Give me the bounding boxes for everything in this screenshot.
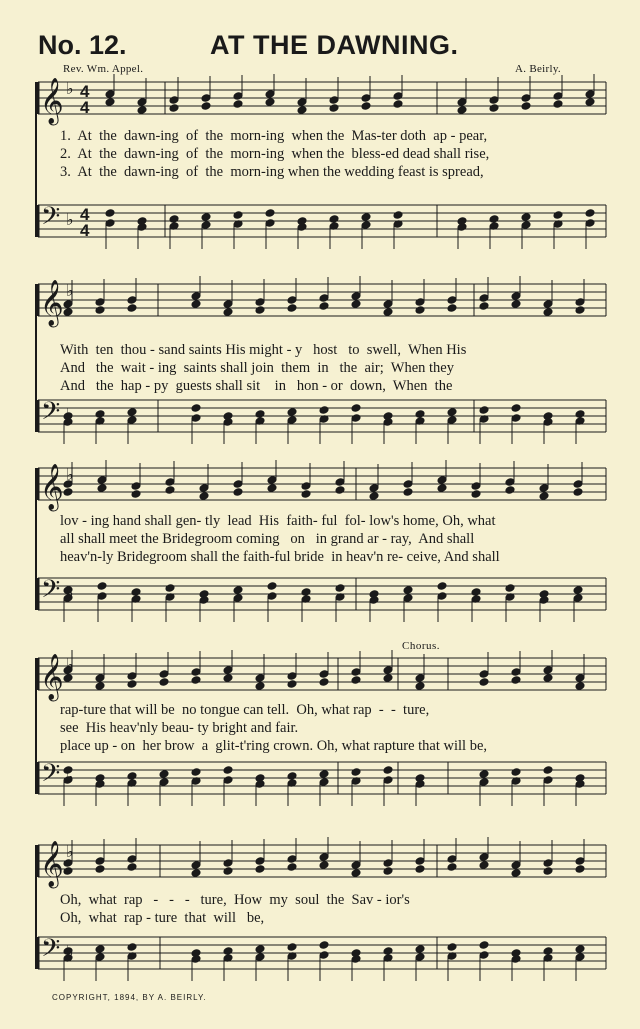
- note-head: [159, 678, 169, 687]
- note-head: [127, 304, 137, 313]
- lyric-line: Oh, what rap - - - ture, How my soul the Sav - ior's: [60, 892, 410, 908]
- note-head: [447, 408, 457, 417]
- note-head: [543, 674, 553, 683]
- note-head: [127, 408, 137, 417]
- note-head: [297, 106, 307, 115]
- note-head: [191, 676, 201, 685]
- note-head: [511, 300, 521, 309]
- lyric-line: rap-ture that will be no tongue can tell. Oh, what rap - - ture,: [60, 702, 430, 718]
- note-head: [169, 215, 179, 224]
- note-head: [301, 588, 311, 597]
- note-head: [505, 584, 515, 593]
- note-head: [447, 863, 457, 872]
- treble-clef-icon: 𝄞: [40, 78, 64, 124]
- note-head: [165, 486, 175, 495]
- lyric-line: place up - on her brow a glit-t'ring crown. Oh, what rapture that will be,: [60, 738, 488, 754]
- note-head: [575, 945, 585, 954]
- note-head: [233, 211, 243, 220]
- note-head: [95, 945, 105, 954]
- note-head: [287, 863, 297, 872]
- note-head: [437, 484, 447, 493]
- note-head: [511, 676, 521, 685]
- note-head: [471, 588, 481, 597]
- lyric-line: see His heav'nly beau- ty bright and fair.: [60, 720, 299, 736]
- note-head: [137, 106, 147, 115]
- note-head: [201, 213, 211, 222]
- flat-icon: ♭: [66, 210, 74, 229]
- note-head: [403, 586, 413, 595]
- flat-icon: ♭: [66, 655, 74, 674]
- note-head: [383, 308, 393, 317]
- note-head: [489, 104, 499, 113]
- note-head: [199, 492, 209, 501]
- note-head: [575, 306, 585, 315]
- note-head: [383, 674, 393, 683]
- note-head: [511, 404, 521, 413]
- note-head: [319, 406, 329, 415]
- note-head: [255, 945, 265, 954]
- note-head: [223, 947, 233, 956]
- note-head: [383, 947, 393, 956]
- note-head: [287, 772, 297, 781]
- flat-icon: ♭: [66, 583, 74, 602]
- note-head: [437, 582, 447, 591]
- note-head: [127, 772, 137, 781]
- note-head: [63, 674, 73, 683]
- bass-clef-icon: 𝄢: [41, 759, 61, 794]
- note-head: [255, 865, 265, 874]
- note-head: [521, 102, 531, 111]
- note-head: [351, 300, 361, 309]
- note-head: [191, 300, 201, 309]
- note-head: [447, 943, 457, 952]
- note-head: [553, 100, 563, 109]
- note-head: [95, 865, 105, 874]
- note-head: [233, 100, 243, 109]
- note-head: [127, 863, 137, 872]
- note-head: [319, 861, 329, 870]
- flat-icon: ♭: [66, 767, 74, 786]
- note-head: [383, 766, 393, 775]
- note-head: [287, 304, 297, 313]
- note-head: [511, 869, 521, 878]
- treble-clef-icon: 𝄞: [40, 841, 64, 887]
- note-head: [223, 867, 233, 876]
- note-head: [505, 486, 515, 495]
- bass-clef-icon: 𝄢: [41, 934, 61, 969]
- note-head: [543, 766, 553, 775]
- note-head: [351, 676, 361, 685]
- note-head: [585, 209, 595, 218]
- note-head: [511, 768, 521, 777]
- note-head: [383, 867, 393, 876]
- note-head: [479, 941, 489, 950]
- lyric-line: all shall meet the Bridegroom coming on in grand ar - ray, And shall: [60, 531, 475, 547]
- note-head: [457, 106, 467, 115]
- note-head: [361, 213, 371, 222]
- note-head: [287, 408, 297, 417]
- note-head: [127, 943, 137, 952]
- lyric-line: And the hap - py guests shall sit in hon - or down, When the: [60, 378, 453, 394]
- note-head: [393, 211, 403, 220]
- note-head: [131, 490, 141, 499]
- note-head: [169, 104, 179, 113]
- lyric-line: And the wait - ing saints shall join them in the air; When they: [60, 360, 454, 376]
- flat-icon: ♭: [66, 79, 74, 98]
- note-head: [351, 869, 361, 878]
- note-head: [329, 104, 339, 113]
- note-head: [255, 410, 265, 419]
- note-head: [403, 488, 413, 497]
- note-head: [351, 404, 361, 413]
- lyric-line: lov - ing hand shall gen- tly lead His faith- ful fol- low's home, Oh, what: [60, 513, 496, 529]
- note-head: [553, 211, 563, 220]
- lyric-line: With ten thou - sand saints His might - y host to swell, When His: [60, 342, 467, 358]
- hymn-title: AT THE DAWNING.: [210, 30, 459, 60]
- note-head: [301, 490, 311, 499]
- note-head: [361, 102, 371, 111]
- time-signature: 4: [80, 82, 90, 101]
- bass-clef-icon: 𝄢: [41, 202, 61, 237]
- note-head: [415, 410, 425, 419]
- note-head: [575, 865, 585, 874]
- note-head: [319, 770, 329, 779]
- note-head: [165, 584, 175, 593]
- note-head: [95, 410, 105, 419]
- note-head: [265, 98, 275, 107]
- flat-icon: ♭: [66, 465, 74, 484]
- note-head: [267, 484, 277, 493]
- lyric-line: 3. At the dawn-ing of the morn-ing when the wedding feast is spread,: [60, 164, 484, 180]
- note-head: [415, 945, 425, 954]
- note-head: [415, 306, 425, 315]
- note-head: [287, 680, 297, 689]
- treble-clef-icon: 𝄞: [40, 280, 64, 326]
- note-head: [351, 768, 361, 777]
- lyric-line: 2. At the dawn-ing of the morn-ing when the bless-ed dead shall rise,: [60, 146, 490, 162]
- note-head: [447, 304, 457, 313]
- note-head: [489, 215, 499, 224]
- time-signature: 4: [80, 221, 90, 240]
- note-head: [95, 306, 105, 315]
- note-head: [191, 768, 201, 777]
- note-head: [415, 865, 425, 874]
- note-head: [479, 861, 489, 870]
- note-head: [97, 484, 107, 493]
- note-head: [191, 869, 201, 878]
- flat-icon: ♭: [66, 405, 74, 424]
- lyric-line: heav'n-ly Bridegroom shall the faith-ful bride in heav'n re- ceive, And shall: [60, 549, 500, 565]
- note-head: [573, 586, 583, 595]
- note-head: [223, 674, 233, 683]
- note-head: [63, 488, 73, 497]
- note-head: [233, 488, 243, 497]
- note-head: [575, 410, 585, 419]
- note-head: [95, 682, 105, 691]
- note-head: [479, 678, 489, 687]
- note-head: [539, 492, 549, 501]
- note-head: [223, 766, 233, 775]
- note-head: [255, 306, 265, 315]
- note-head: [479, 406, 489, 415]
- lyric-line: 1. At the dawn-ing of the morn-ing when the Mas-ter doth ap - pear,: [60, 128, 488, 144]
- flat-icon: ♭: [66, 842, 74, 861]
- note-head: [479, 302, 489, 311]
- composer-credit: A. Beirly.: [515, 63, 561, 75]
- note-head: [543, 947, 553, 956]
- note-head: [105, 209, 115, 218]
- bass-clef-icon: 𝄢: [41, 575, 61, 610]
- note-head: [335, 584, 345, 593]
- copyright-notice: COPYRIGHT, 1894, BY A. BEIRLY.: [52, 993, 207, 1002]
- note-head: [63, 308, 73, 317]
- note-head: [369, 492, 379, 501]
- note-head: [319, 302, 329, 311]
- note-head: [543, 308, 553, 317]
- note-head: [543, 867, 553, 876]
- note-head: [335, 486, 345, 495]
- note-head: [97, 582, 107, 591]
- note-head: [267, 582, 277, 591]
- time-signature: 4: [80, 205, 90, 224]
- time-signature: 4: [80, 98, 90, 117]
- chorus-label: Chorus.: [402, 640, 441, 652]
- note-head: [159, 770, 169, 779]
- note-head: [233, 586, 243, 595]
- note-head: [105, 98, 115, 107]
- note-head: [191, 404, 201, 413]
- note-head: [521, 213, 531, 222]
- note-head: [63, 867, 73, 876]
- note-head: [585, 98, 595, 107]
- hymn-number: No. 12.: [38, 30, 127, 60]
- flat-icon: ♭: [66, 942, 74, 961]
- treble-clef-icon: 𝄞: [40, 654, 64, 700]
- note-head: [479, 770, 489, 779]
- author-credit: Rev. Wm. Appel.: [63, 63, 144, 75]
- note-head: [319, 678, 329, 687]
- note-head: [127, 680, 137, 689]
- note-head: [265, 209, 275, 218]
- note-head: [471, 490, 481, 499]
- note-head: [573, 488, 583, 497]
- note-head: [575, 682, 585, 691]
- note-head: [131, 588, 141, 597]
- flat-icon: ♭: [66, 281, 74, 300]
- note-head: [223, 308, 233, 317]
- note-head: [319, 941, 329, 950]
- note-head: [415, 682, 425, 691]
- note-head: [287, 943, 297, 952]
- bass-clef-icon: 𝄢: [41, 397, 61, 432]
- treble-clef-icon: 𝄞: [40, 464, 64, 510]
- note-head: [329, 215, 339, 224]
- lyric-line: Oh, what rap - ture that will be,: [60, 910, 265, 926]
- note-head: [393, 100, 403, 109]
- note-head: [255, 682, 265, 691]
- note-head: [201, 102, 211, 111]
